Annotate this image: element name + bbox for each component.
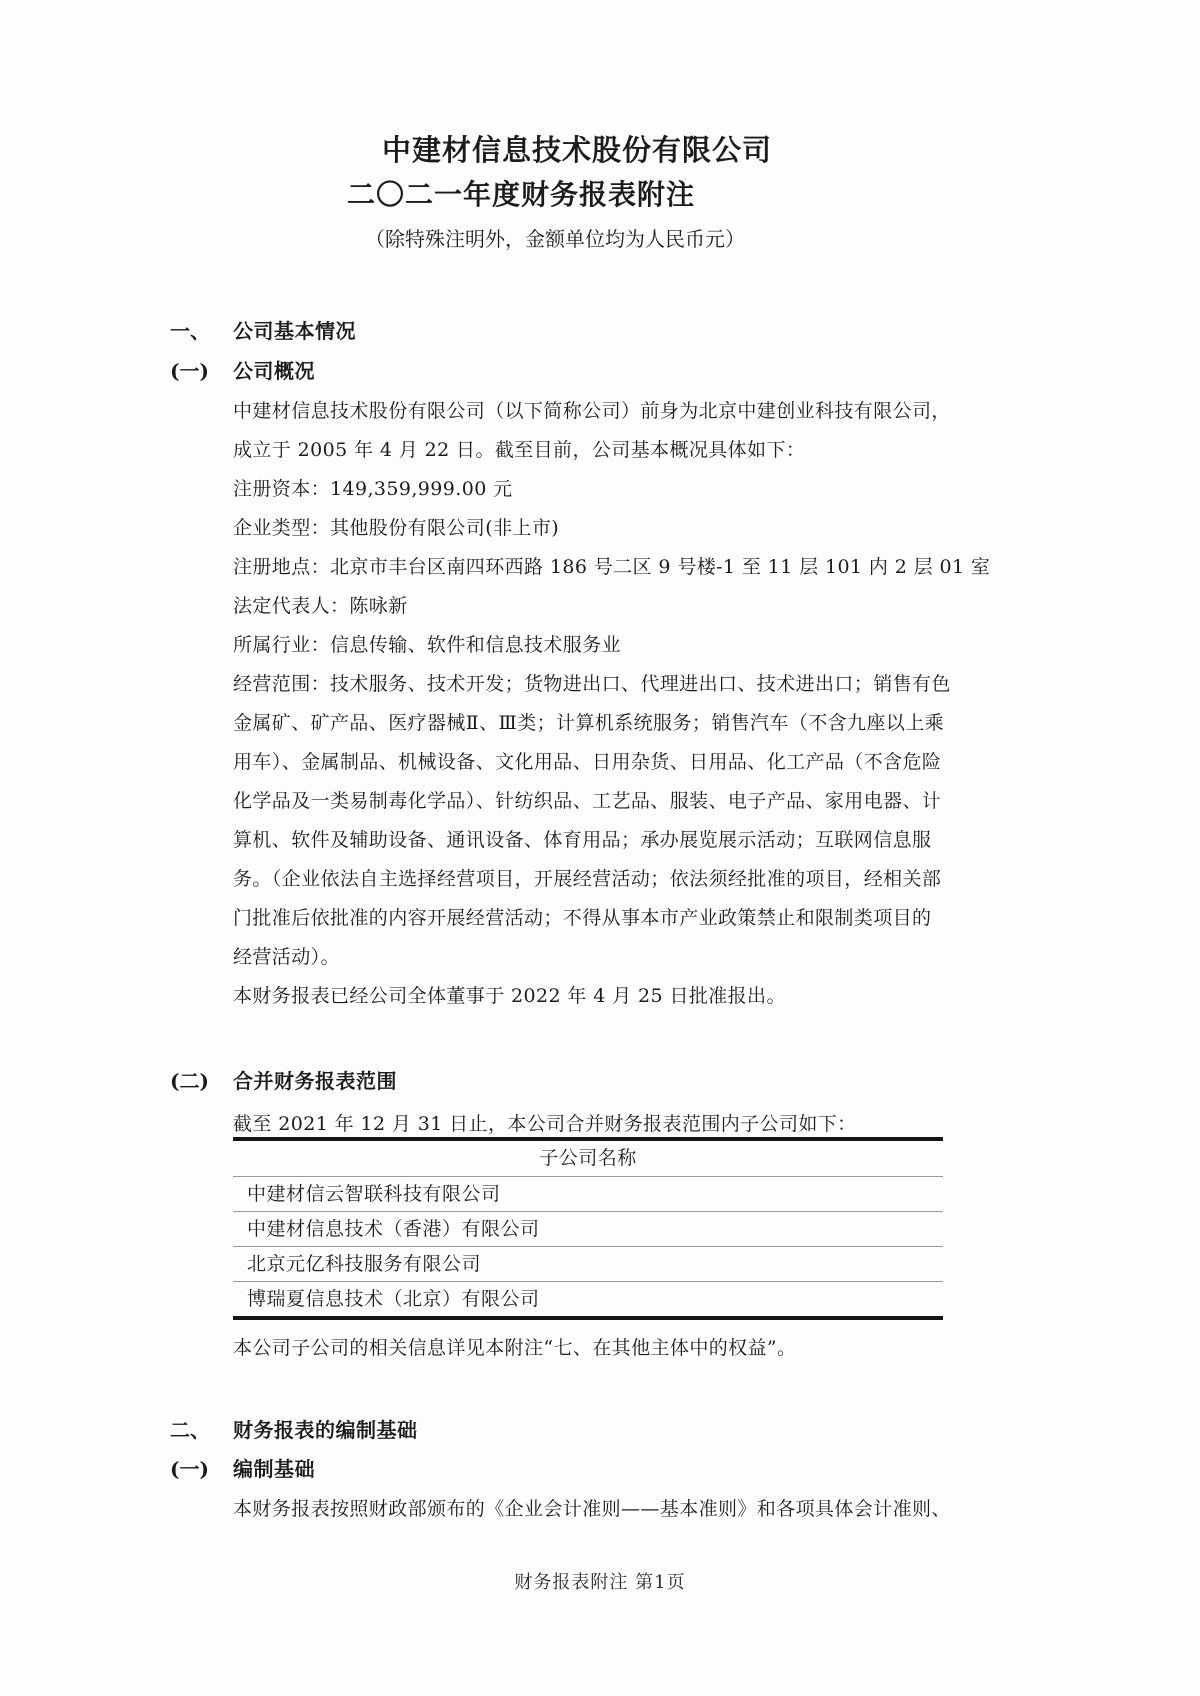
subsection-overview-number: (一): [170, 359, 209, 383]
doc-title-report: 二〇二一年度财务报表附注: [346, 178, 695, 211]
subsection-scope-heading: 合并财务报表范围: [233, 1069, 397, 1093]
overview-line-industry: 所属行业：信息传输、软件和信息技术服务业: [233, 634, 622, 656]
subsection-scope-heading-row: [170, 1066, 970, 1096]
document-body: [170, 316, 991, 1529]
overview-line-company-type: 企业类型：其他股份有限公司(非上市): [233, 517, 560, 539]
subsidiaries-note: 本公司子公司的相关信息详见本附注“七、在其他主体中的权益”。: [233, 1337, 797, 1359]
doc-title-unit-note: （除特殊注明外，金额单位均为人民币元）: [365, 227, 745, 251]
subsection-basis-heading: 编制基础: [233, 1457, 315, 1481]
overview-line-approval-date: 本财务报表已经公司全体董事于 2022 年 4 月 25 日批准报出。: [233, 985, 786, 1007]
doc-title-company: 中建材信息技术股份有限公司: [381, 133, 772, 167]
basis-line: 本财务报表按照财政部颁布的《企业会计准则——基本准则》和各项具体会计准则、: [233, 1498, 951, 1520]
scope-intro: 截至 2021 年 12 月 31 日止，本公司合并财务报表范围内子公司如下：: [233, 1113, 857, 1135]
overview-line: 经营活动）。: [233, 946, 340, 968]
subsidiary-row: 中建材信云智联科技有限公司: [233, 1177, 943, 1212]
overview-line: 算机、软件及辅助设备、通讯设备、体育用品；承办展览展示活动；互联网信息服: [233, 829, 932, 851]
subsidiary-row: 北京元亿科技服务有限公司: [233, 1247, 943, 1282]
overview-line: 务。（企业依法自主选择经营项目，开展经营活动；依法须经批准的项目，经相关部: [233, 868, 942, 890]
section-one-heading: 公司基本情况: [233, 319, 356, 343]
overview-line-business-scope: 经营范围：技术服务、技术开发；货物进出口、代理进出口、技术进出口；销售有色: [233, 673, 951, 695]
title-block: [0, 0, 1200, 252]
subsidiary-row: 中建材信息技术（香港）有限公司: [233, 1212, 943, 1247]
overview-line: 成立于 2005 年 4 月 22 日。截至目前，公司基本概况具体如下：: [233, 439, 806, 461]
subsidiary-row: 博瑞夏信息技术（北京）有限公司: [247, 1288, 540, 1310]
subsidiaries-table: [233, 1137, 943, 1320]
section-two-heading-row: [170, 1415, 970, 1445]
overview-line: 化学品及一类易制毒化学品）、针纺织品、工艺品、服装、电子产品、家用电器、计: [233, 790, 942, 812]
subsection-overview-heading-row: [170, 356, 970, 386]
page-footer: 财务报表附注 第1页: [514, 1572, 686, 1593]
company-overview-paragraph: [233, 392, 991, 1016]
basis-paragraph: [233, 1490, 970, 1529]
subsidiary-name-header: 子公司名称: [233, 1141, 943, 1177]
section-one-heading-row: [170, 316, 970, 346]
overview-line-legal-representative: 法定代表人：陈咏新: [233, 595, 408, 617]
subsection-basis-heading-row: [170, 1454, 970, 1484]
section-two-heading: 财务报表的编制基础: [233, 1418, 418, 1442]
overview-line: 用车）、金属制品、机械设备、文化用品、日用杂货、日用品、化工产品（不含危险: [233, 751, 942, 773]
overview-line-registered-address: 注册地点：北京市丰台区南四环西路 186 号二区 9 号楼-1 至 11 层 101 内 2 层 01 室: [233, 556, 991, 578]
subsection-basis-number: (一): [170, 1457, 209, 1481]
subsection-scope-number: (二): [170, 1069, 209, 1093]
section-one-number: 一、: [170, 319, 210, 343]
section-two-number: 二、: [170, 1418, 210, 1442]
overview-line: 金属矿、矿产品、医疗器械Ⅱ、Ⅲ类；计算机系统服务；销售汽车（不含九座以上乘: [233, 712, 945, 734]
overview-line-registered-capital: 注册资本：149,359,999.00 元: [233, 478, 513, 500]
subsection-overview-heading: 公司概况: [233, 359, 315, 383]
overview-line: 门批准后依批准的内容开展经营活动；不得从事本市产业政策禁止和限制类项目的: [233, 907, 932, 929]
overview-line: 中建材信息技术股份有限公司（以下简称公司）前身为北京中建创业科技有限公司，: [233, 400, 951, 422]
